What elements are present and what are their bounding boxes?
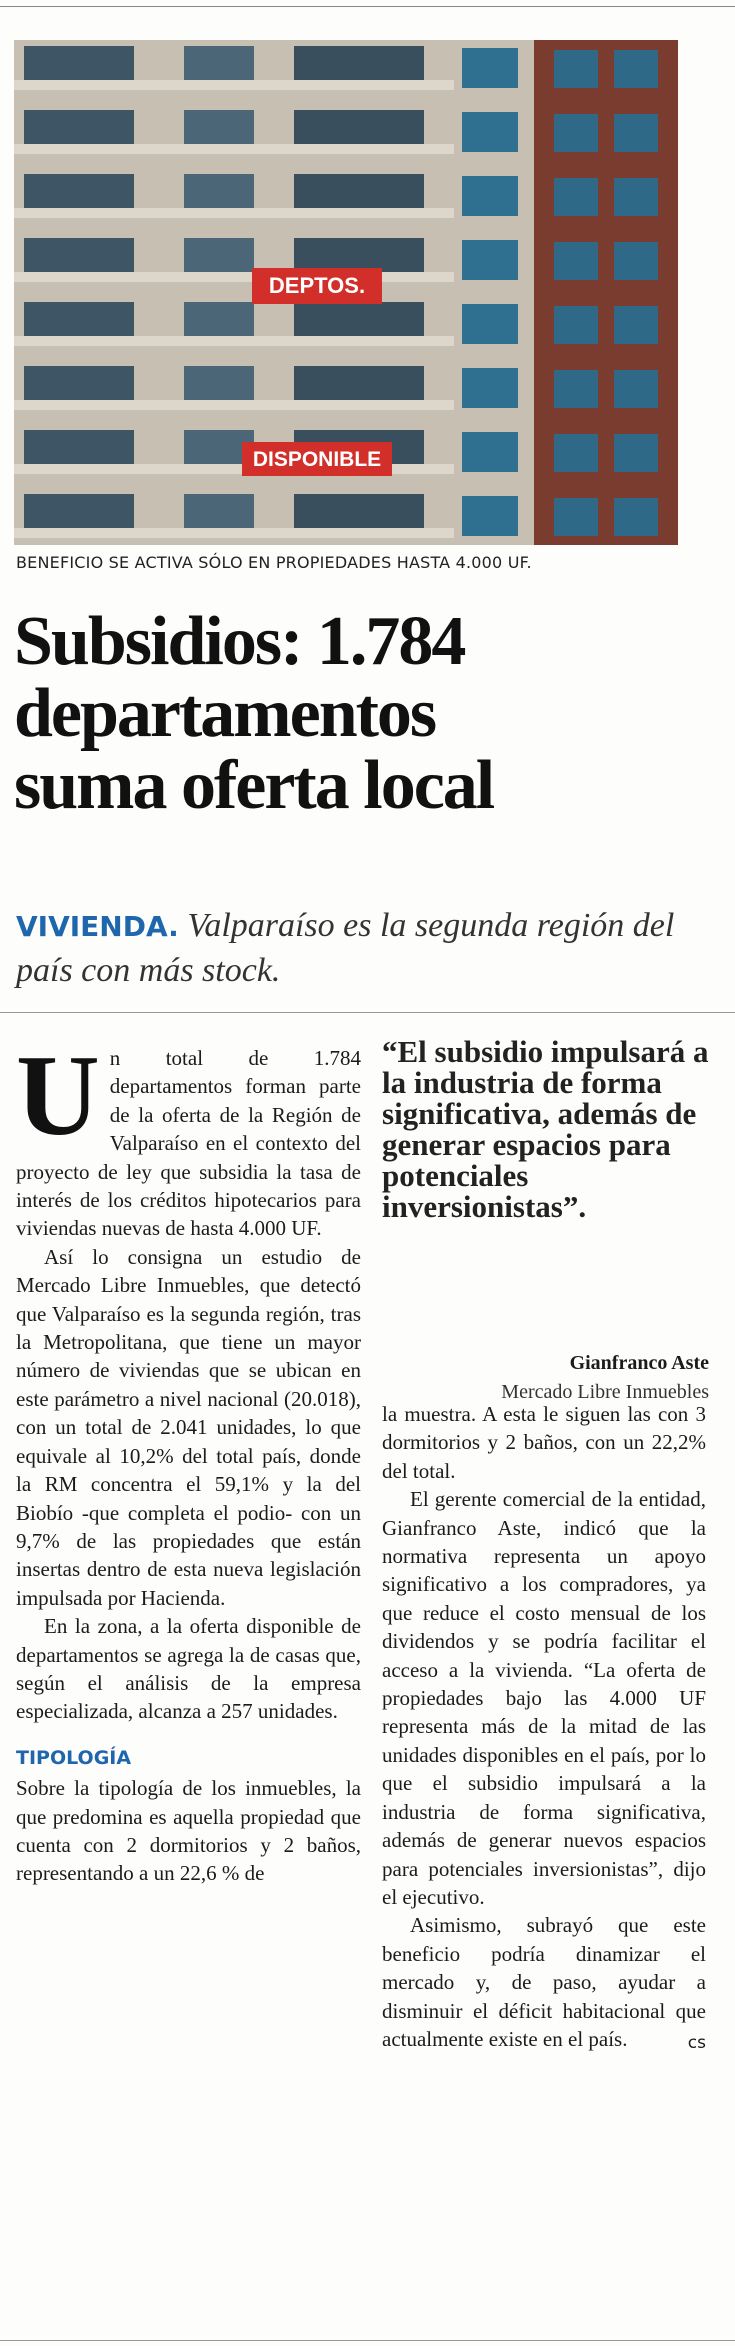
quote-author: Gianfranco Aste <box>569 1352 709 1374</box>
paragraph-3: En la zona, a la oferta disponible de departamentos se agrega la de casas que, según el análisis de la empresa especializada, alcanza a 257 unidades. <box>16 1614 361 1724</box>
window <box>554 50 598 88</box>
paragraph-2: Así lo consigna un estudio de Mercado Libre Inmuebles, que detectó que Valparaíso es la segunda región, tras la Metropolitana, que tiene un mayor número de viviendas que se ubican en este parámetro a nivel nacional (20.018), con un total de 2.041 unidades, lo que equivale al 10,2% del total país, donde la RM concentra el 59,1% y la del Biobío -que completa el podio- con un 9,7% de las propiedades que están insertas dentro de esta nueva legislación impulsada por Hacienda. <box>16 1244 361 1610</box>
subheadline-text: Valparaíso es la segunda región del país con más stock. <box>16 907 675 989</box>
section-heading: TIPOLOGÍA <box>16 1746 132 1769</box>
window <box>294 494 424 528</box>
window <box>184 366 254 400</box>
bottom-rule <box>0 2340 735 2341</box>
body-column-2 <box>382 1400 706 2057</box>
balcony-slab <box>14 272 454 282</box>
window <box>24 238 134 272</box>
window <box>294 110 424 144</box>
article-photo <box>14 40 678 545</box>
window <box>294 366 424 400</box>
window <box>24 110 134 144</box>
balcony-slab <box>14 80 454 90</box>
window <box>184 238 254 272</box>
window <box>24 430 134 464</box>
headline-line-3: suma oferta local <box>14 747 494 824</box>
window <box>554 178 598 216</box>
window <box>614 114 658 152</box>
balcony-slab <box>14 208 454 218</box>
window <box>294 46 424 80</box>
paragraph-7 <box>382 1911 706 2053</box>
section-kicker: VIVIENDA. <box>16 910 179 943</box>
paragraph-1: n total de 1.784 departamentos forman parte de la oferta de la Región de Valparaíso en el contexto del proyecto de ley que subsidia la tasa de interés de los créditos hipotecarios para viviendas nuevas de hasta 4.000 UF. <box>16 1046 361 1241</box>
balcony-slab <box>14 336 454 346</box>
window <box>554 242 598 280</box>
window <box>24 366 134 400</box>
window <box>462 304 518 344</box>
paragraph-5: la muestra. A esta le siguen las con 3 dormitorios y 2 baños, con un 22,2% del total. <box>382 1402 706 1483</box>
window <box>462 176 518 216</box>
balcony-slab <box>14 400 454 410</box>
banner-deptos-text: DEPTOS. <box>268 273 366 298</box>
window <box>614 306 658 344</box>
window <box>184 302 254 336</box>
window <box>614 50 658 88</box>
window <box>24 302 134 336</box>
window <box>554 306 598 344</box>
window <box>294 238 424 272</box>
paragraph-7-text: Asimismo, subrayó que este beneficio podría dinamizar el mercado y, de paso, ayudar a disminuir el déficit habitacional que actualmente existe en el país. <box>382 1913 706 2051</box>
window <box>462 432 518 472</box>
headline-line-2: departamentos <box>14 675 436 752</box>
window <box>294 174 424 208</box>
window <box>614 434 658 472</box>
headline-line-1: Subsidios: 1.784 <box>14 603 465 680</box>
window <box>554 498 598 536</box>
divider <box>0 1012 735 1013</box>
window <box>462 240 518 280</box>
body-column-1 <box>16 1032 361 1888</box>
headline <box>14 603 714 824</box>
subheadline <box>16 904 716 993</box>
end-mark-icon: cs <box>687 2032 706 2053</box>
window <box>184 174 254 208</box>
window <box>614 498 658 536</box>
window <box>462 48 518 88</box>
window <box>614 242 658 280</box>
window <box>554 114 598 152</box>
apartment-building-photo <box>14 40 678 545</box>
window <box>184 110 254 144</box>
paragraph-4: Sobre la tipología de los inmuebles, la que predomina es aquella propiedad que cuenta con 2 dormitorios y 2 baños, representando a un 22,6 % de <box>16 1776 361 1886</box>
pull-quote: “El subsidio impulsará a la industria de forma significativa, además de generar espacios para potenciales inversionistas”. <box>382 1034 709 1224</box>
top-rule <box>0 6 735 7</box>
window <box>462 368 518 408</box>
window <box>554 370 598 408</box>
window <box>24 494 134 528</box>
balcony-slab <box>14 528 454 538</box>
drop-cap: U <box>16 1032 100 1160</box>
window <box>184 46 254 80</box>
balcony-slab <box>14 144 454 154</box>
window <box>462 496 518 536</box>
window <box>554 434 598 472</box>
window <box>614 370 658 408</box>
banner-disponible-text: DISPONIBLE <box>252 448 382 471</box>
window <box>294 302 424 336</box>
window <box>184 494 254 528</box>
window <box>462 112 518 152</box>
window <box>614 178 658 216</box>
quote-organization: Mercado Libre Inmuebles <box>501 1381 709 1403</box>
photo-caption: BENEFICIO SE ACTIVA SÓLO EN PROPIEDADES HASTA 4.000 UF. <box>16 553 532 572</box>
paragraph-6: El gerente comercial de la entidad, Gianfranco Aste, indicó que la normativa representa un apoyo significativo a los compradores, ya que reduce el costo mensual de los dividendos y se podría facilitar el acceso a la vivienda. “La oferta de propiedades bajo las 4.000 UF representa más de la mitad de las unidades disponibles en el país, por lo que el subsidio impulsará a la industria de forma significativa, además de generar nuevos espacios para potenciales inversionistas”, dijo el ejecutivo. <box>382 1487 706 1909</box>
window <box>24 46 134 80</box>
window <box>24 174 134 208</box>
